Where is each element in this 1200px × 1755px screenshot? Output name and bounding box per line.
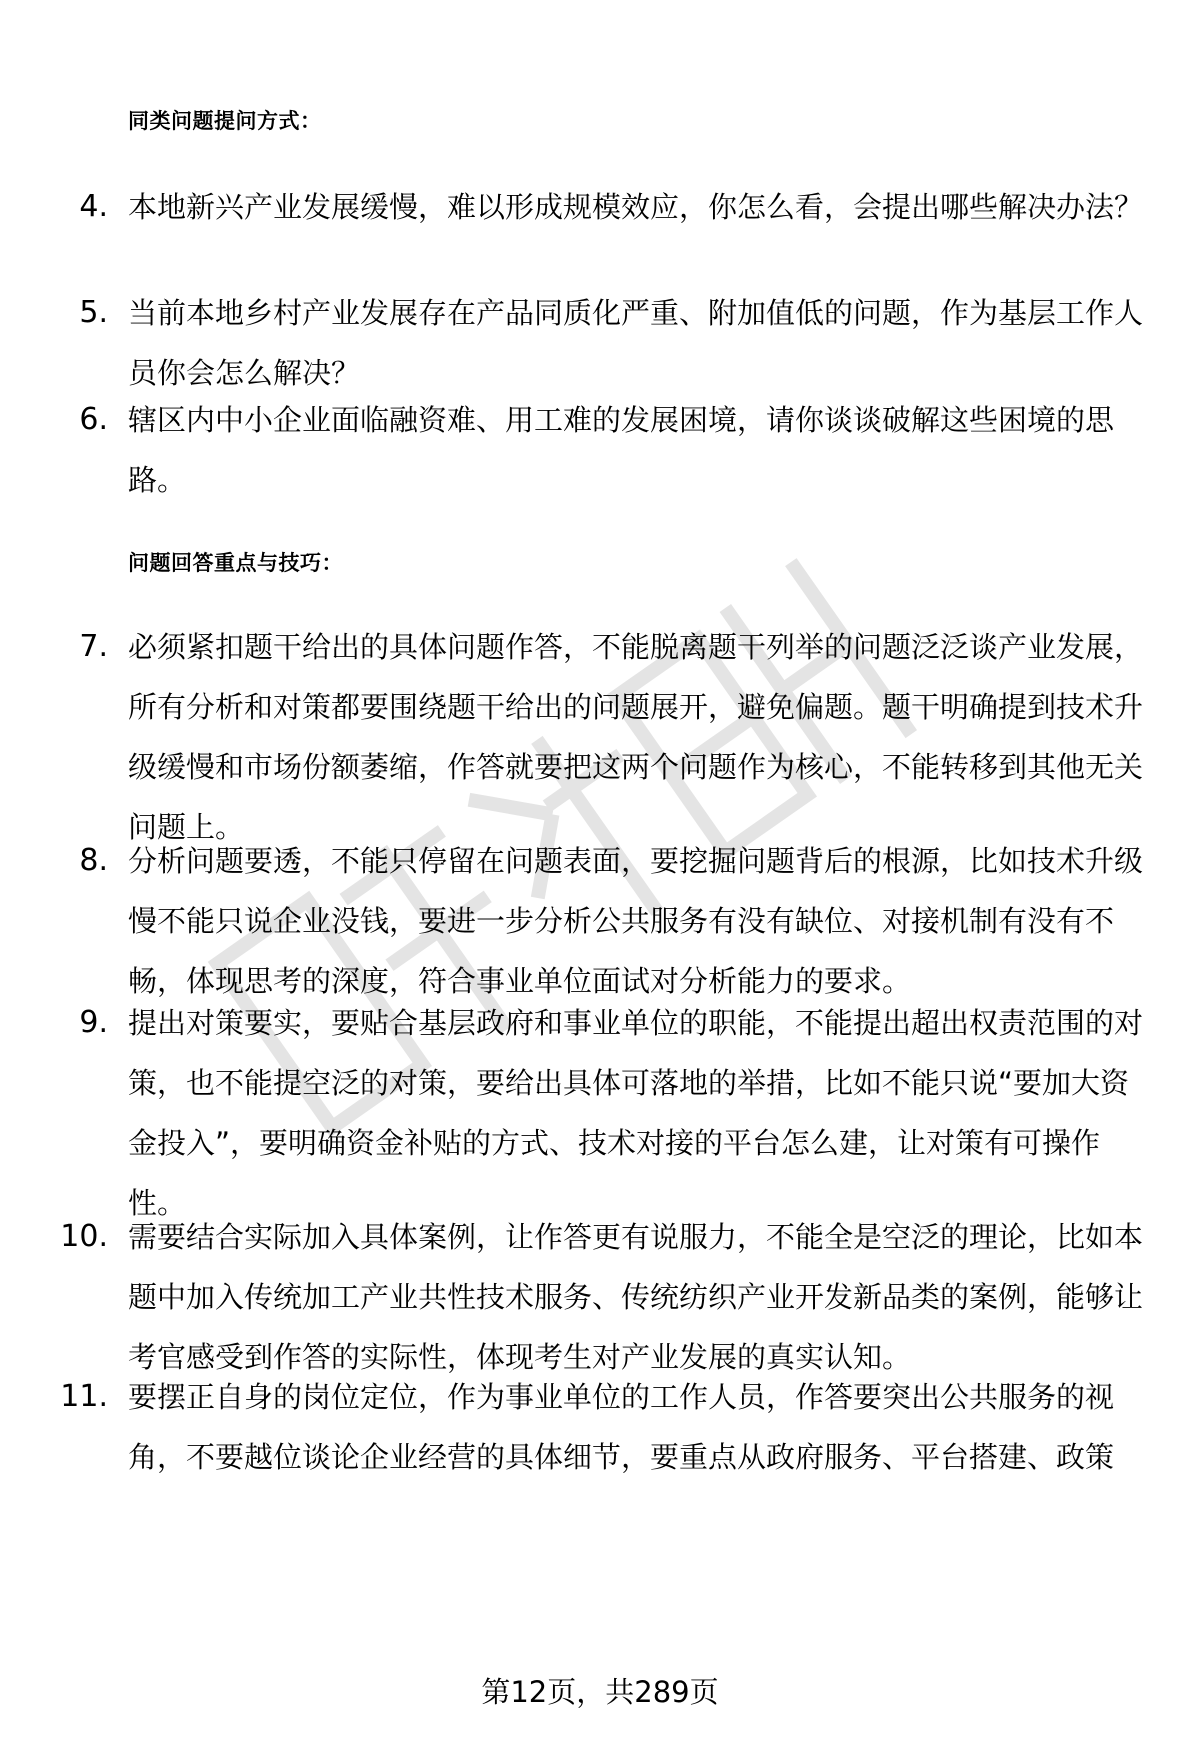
item-number: 10. xyxy=(60,1219,108,1254)
item-text: 需要结合实际加入具体案例，让作答更有说服力，不能全是空泛的理论，比如本题中加入传统加工产业共性技术服务、传统纺织产业开发新品类的案例，能够让考官感受到作答的实际性，体现考生对产业发展的真实认知。 xyxy=(128,1220,1144,1374)
item-text: 必须紧扣题干给出的具体问题作答，不能脱离题干列举的问题泛泛谈产业发展，所有分析和对策都要围绕题干给出的问题展开，避免偏题。题干明确提到技术升级缓慢和市场份额萎缩，作答就要把这两个问题作为核心，不能转移到其他无关问题上。 xyxy=(128,630,1144,844)
item-number: 11. xyxy=(60,1379,108,1414)
similar-questions-heading: 同类问题提问方式： xyxy=(128,109,322,133)
item-text: 辖区内中小企业面临融资难、用工难的发展困境，请你谈谈破解这些困境的思路。 xyxy=(128,403,1115,497)
page-number-footer: 第12页，共289页 xyxy=(481,1675,719,1709)
item-text: 当前本地乡村产业发展存在产品同质化严重、附加值低的问题，作为基层工作人员你会怎么解决？ xyxy=(128,296,1144,390)
item-text: 要摆正自身的岗位定位，作为事业单位的工作人员，作答要突出公共服务的视角，不要越位谈论企业经营的具体细节，要重点从政府服务、平台搭建、政策 xyxy=(128,1380,1115,1474)
item-number: 9. xyxy=(79,1005,108,1040)
answer-tips-heading: 问题回答重点与技巧： xyxy=(128,551,343,575)
item-number: 4. xyxy=(79,189,108,224)
item-number: 5. xyxy=(79,295,108,330)
item-text: 分析问题要透，不能只停留在问题表面，要挖掘问题背后的根源，比如技术升级慢不能只说企业没钱，要进一步分析公共服务有没有缺位、对接机制有没有不畅，体现思考的深度，符合事业单位面试对分析能力的要求。 xyxy=(128,844,1144,998)
item-text: 本地新兴产业发展缓慢，难以形成规模效应，你怎么看，会提出哪些解决办法？ xyxy=(128,190,1144,224)
item-number: 6. xyxy=(79,402,108,437)
item-text: 提出对策要实，要贴合基层政府和事业单位的职能，不能提出超出权责范围的对策，也不能提空泛的对策，要给出具体可落地的举措，比如不能只说“要加大资金投入”，要明确资金补贴的方式、技术对接的平台怎么建，让对策有可操作性。 xyxy=(128,1006,1144,1220)
item-number: 7. xyxy=(79,629,108,664)
item-number: 8. xyxy=(79,843,108,878)
